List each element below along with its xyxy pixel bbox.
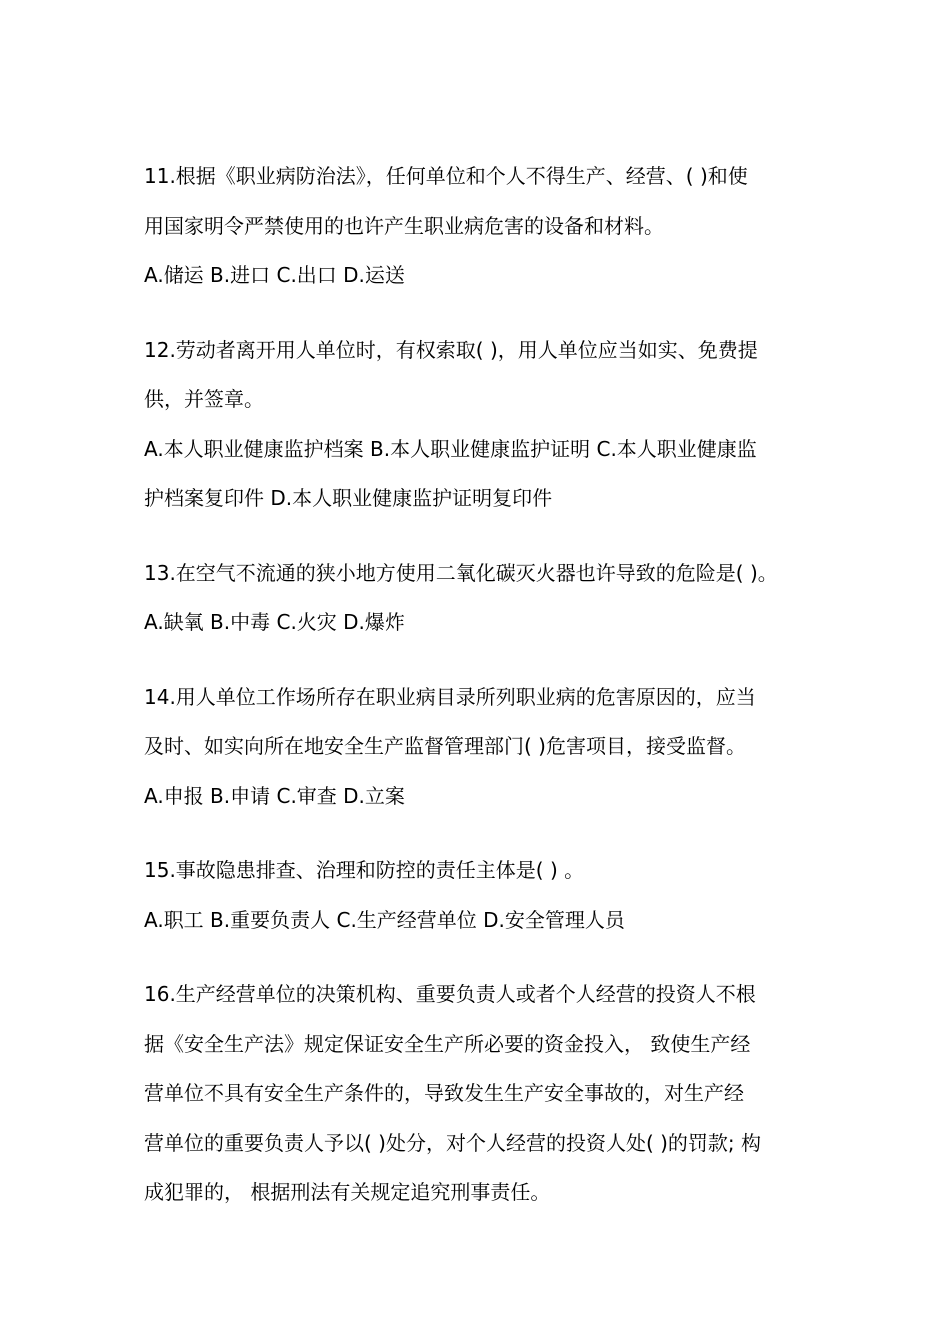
question-text-line: 16.生产经营单位的决策机构、重要负责人或者个人经营的投资人不根 [144, 982, 756, 1006]
question-text-line: 营单位的重要负责人予以( )处分，对个人经营的投资人处( )的罚款; 构 [144, 1130, 762, 1155]
question-text-line: 成犯罪的， 根据刑法有关规定追究刑事责任。 [144, 1180, 551, 1204]
question-15 [144, 846, 809, 945]
question-11 [144, 152, 809, 301]
answer-options: A.职工 B.重要负责人 C.生产经营单位 D.安全管理人员 [144, 907, 625, 932]
question-text-line: 用国家明令严禁使用的也许产生职业病危害的设备和材料。 [144, 213, 664, 238]
question-text-line: 11.根据《职业病防治法》，任何单位和个人不得生产、经营、( )和使 [144, 164, 748, 188]
question-text-line: 及时、如实向所在地安全生产监督管理部门( )危害项目，接受监督。 [144, 734, 746, 758]
question-text-line: 13.在空气不流通的狭小地方使用二氧化碳灭火器也许导致的危险是( )。 [144, 560, 778, 585]
question-text-line: 15.事故隐患排查、治理和防控的责任主体是( ) 。 [144, 858, 585, 882]
question-16 [144, 970, 809, 1218]
question-text-line: 营单位不具有安全生产条件的，导致发生生产安全事故的，对生产经 [144, 1081, 744, 1105]
answer-options: A.缺氧 B.中毒 C.火灾 D.爆炸 [144, 610, 405, 634]
question-12 [144, 326, 809, 524]
answer-options: A.申报 B.申请 C.审查 D.立案 [144, 783, 405, 808]
question-text-line: 据《安全生产法》规定保证安全生产所必要的资金投入， 致使生产经 [144, 1031, 751, 1056]
question-text-line: 14.用人单位工作场所存在职业病目录所列职业病的危害原因的，应当 [144, 684, 756, 709]
question-14 [144, 673, 809, 822]
question-text-line: 供，并签章。 [144, 387, 264, 411]
question-list [144, 152, 809, 1243]
question-13 [144, 549, 809, 648]
answer-options: A.储运 B.进口 C.出口 D.运送 [144, 263, 405, 287]
answer-options: 护档案复印件 D.本人职业健康监护证明复印件 [144, 486, 553, 510]
answer-options: A.本人职业健康监护档案 B.本人职业健康监护证明 C.本人职业健康监 [144, 436, 757, 461]
question-text-line: 12.劳动者离开用人单位时，有权索取( )，用人单位应当如实、免费提 [144, 337, 758, 362]
